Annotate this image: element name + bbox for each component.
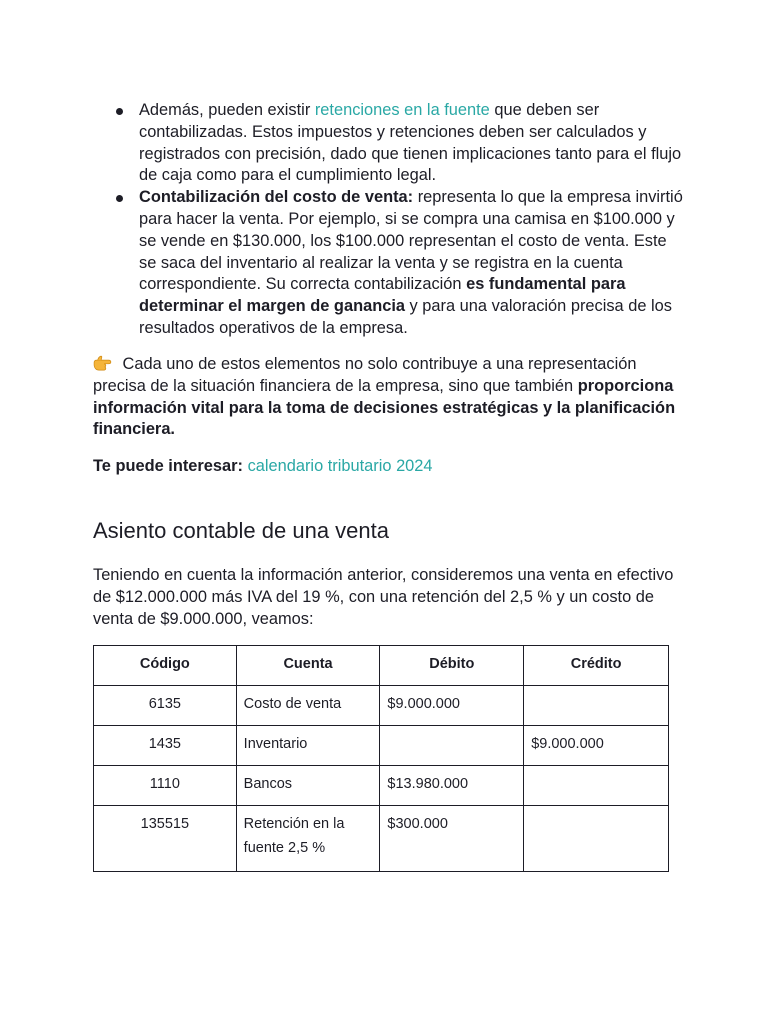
cell-codigo: 135515 — [94, 806, 237, 872]
cell-debito: $300.000 — [380, 806, 524, 872]
cell-debito: $9.000.000 — [380, 686, 524, 726]
bullet-list — [139, 100, 687, 340]
link-calendario-tributario[interactable]: calendario tributario 2024 — [247, 457, 433, 475]
bullet-text: que deben ser contabilizadas. Estos impuestos y retenciones deben ser calculados y registrados con precisión, dado que tienen implicaciones tanto para el flujo de caja como para el cumplimiento legal. — [139, 101, 682, 185]
cell-codigo: 1110 — [94, 766, 237, 806]
table-row — [94, 686, 669, 726]
bullet-item-retenciones — [139, 100, 687, 187]
cell-codigo: 1435 — [94, 726, 237, 766]
cell-credito — [524, 806, 669, 872]
summary-bold: proporciona información vital para la toma de decisiones estratégicas y la planificación financiera. — [93, 376, 676, 439]
cell-credito: $9.000.000 — [524, 726, 669, 766]
bullet-text: representa lo que la empresa invirtió para hacer la venta. Por ejemplo, si se compra una camisa en $100.000 y se vende en $130.000, los $100.000 representan el costo de venta. Este se saca del inventario al realizar la venta y se registra en la cuenta correspondiente. Su correcta contabilización — [139, 188, 683, 294]
bullet-dot-icon — [116, 108, 123, 115]
bullet-text: Además, pueden existir — [139, 101, 315, 119]
bullet-item-costo-venta — [139, 187, 687, 340]
cell-credito — [524, 686, 669, 726]
bullet-bold-mid: es fundamental para determinar el margen de ganancia — [139, 275, 626, 316]
cell-debito — [380, 726, 524, 766]
interest-label: Te puede interesar: — [93, 457, 243, 475]
table-row — [94, 726, 669, 766]
bullet-bold-lead: Contabilización del costo de venta: — [139, 188, 414, 207]
header-codigo: Código — [94, 646, 237, 686]
cell-cuenta: Costo de venta — [236, 686, 380, 726]
cell-credito — [524, 766, 669, 806]
cell-cuenta: Inventario — [236, 726, 380, 766]
cell-cuenta: Retención en la fuente 2,5 % — [236, 806, 380, 872]
table-row — [94, 806, 669, 872]
link-retenciones[interactable]: retenciones en la fuente — [314, 101, 490, 119]
cell-cuenta: Bancos — [236, 766, 380, 806]
header-credito: Crédito — [524, 646, 669, 686]
pointing-right-icon — [93, 354, 115, 372]
intro-paragraph: Teniendo en cuenta la información anterior, consideremos una venta en efectivo de $12.000.000 más IVA del 19 %, con una retención del 2,5 % y un costo de venta de $9.000.000, veamos: — [93, 566, 674, 628]
section-heading: Asiento contable de una venta — [93, 518, 390, 543]
interest-paragraph — [93, 456, 683, 478]
header-debito: Débito — [380, 646, 524, 686]
cell-codigo: 6135 — [94, 686, 237, 726]
bullet-dot-icon — [116, 195, 123, 202]
summary-paragraph — [93, 354, 683, 441]
accounting-entry-table — [93, 645, 669, 872]
bullet-text: y para una valoración precisa de los resultados operativos de la empresa. — [139, 297, 672, 337]
table-row — [94, 766, 669, 806]
cell-debito: $13.980.000 — [380, 766, 524, 806]
table-header-row — [94, 646, 669, 686]
header-cuenta: Cuenta — [236, 646, 380, 686]
summary-text: Cada uno de estos elementos no solo contribuye a una representación precisa de la situación financiera de la empresa, sino que también — [93, 355, 637, 395]
